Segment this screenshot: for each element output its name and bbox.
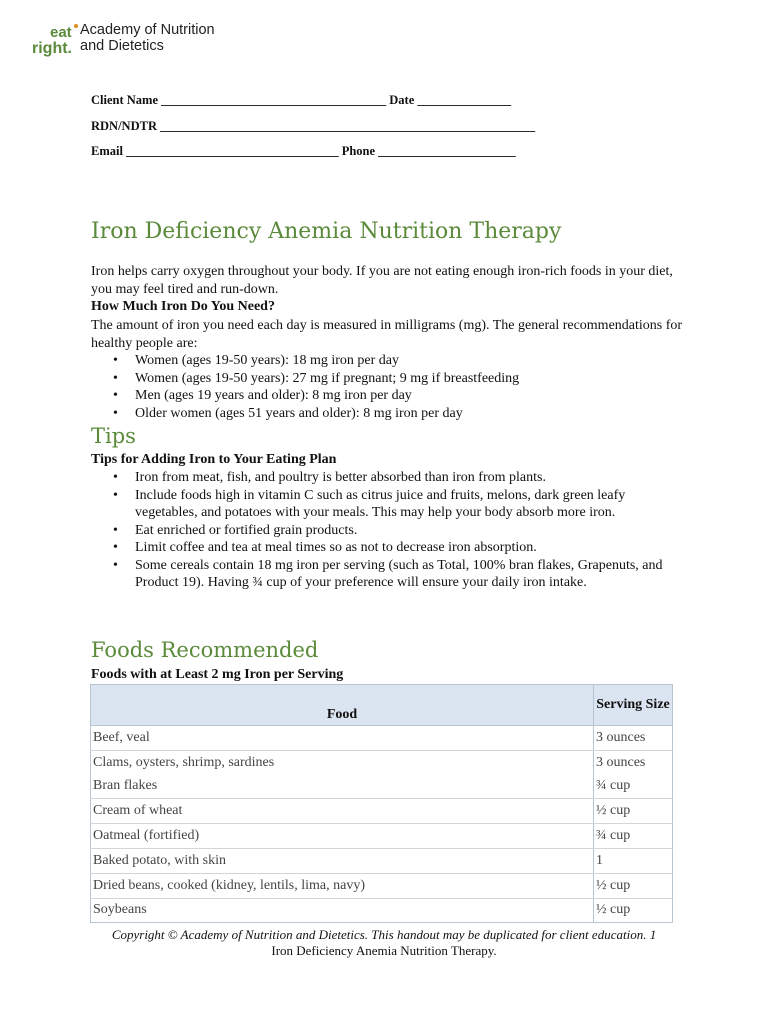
rdn-ndtr-line[interactable]: RDN/NDTR ____________________________________________________________ <box>91 119 536 133</box>
table-row <box>91 824 673 849</box>
list-item: • Some cereals contain 18 mg iron per serving (such as Total, 100% bran flakes, Grapenuts, and Product 19). Having ¾ cup of your preference will ensure your daily iron intake. <box>91 557 691 592</box>
email-phone-line[interactable]: Email __________________________________ Phone ______________________ <box>91 144 516 158</box>
how-much-heading: How Much Iron Do You Need? <box>91 299 275 314</box>
serving-cell: ½ cup <box>594 898 673 923</box>
logo-mark-top: eat <box>50 24 72 41</box>
page-footer <box>40 927 728 959</box>
food-cell: Bran flakes <box>91 775 594 799</box>
foods-table <box>90 684 673 923</box>
table-row <box>91 775 673 799</box>
food-cell: Oatmeal (fortified) <box>91 824 594 849</box>
food-cell: Soybeans <box>91 898 594 923</box>
logo-accent-dot <box>74 24 78 28</box>
list-item: • Include foods high in vitamin C such as citrus juice and fruits, melons, dark green leafy vegetables, and potatoes with your meals. This may help your body absorb more iron. <box>91 487 691 522</box>
serving-cell: ¾ cup <box>594 824 673 849</box>
tips-subheading: Tips for Adding Iron to Your Eating Plan <box>91 452 337 467</box>
list-item: • Women (ages 19-50 years): 18 mg iron per day <box>91 352 691 370</box>
logo-mark-bottom: right. <box>32 40 72 57</box>
foods-subheading: Foods with at Least 2 mg Iron per Serving <box>91 667 344 682</box>
food-cell: Beef, veal <box>91 726 594 751</box>
serving-cell: ¾ cup <box>594 775 673 799</box>
academy-logo <box>32 20 232 60</box>
intro-paragraph: Iron helps carry oxygen throughout your body. If you are not eating enough iron-rich foods in your diet, you may feel tired and run-down. <box>91 264 673 297</box>
list-item: • Eat enriched or fortified grain products. <box>91 522 691 540</box>
foods-heading: Foods Recommended <box>91 638 319 662</box>
logo-org-name <box>80 22 215 54</box>
table-row <box>91 799 673 824</box>
list-item: • Women (ages 19-50 years): 27 mg if pregnant; 9 mg if breastfeeding <box>91 370 691 388</box>
table-row <box>91 848 673 873</box>
list-item: • Limit coffee and tea at meal times so as not to decrease iron absorption. <box>91 539 691 557</box>
recommendations-list <box>91 352 691 422</box>
tips-heading: Tips <box>91 424 136 448</box>
column-header-food: Food <box>91 685 594 726</box>
table-row <box>91 898 673 923</box>
food-cell: Baked potato, with skin <box>91 848 594 873</box>
serving-cell: ½ cup <box>594 873 673 898</box>
serving-cell: ½ cup <box>594 799 673 824</box>
table-row <box>91 873 673 898</box>
serving-cell: 3 ounces <box>594 726 673 751</box>
footer-copyright: Copyright © Academy of Nutrition and Dietetics. This handout may be duplicated for client education. 1 <box>111 927 657 942</box>
list-item: • Iron from meat, fish, and poultry is better absorbed than iron from plants. <box>91 469 691 487</box>
list-item: • Men (ages 19 years and older): 8 mg iron per day <box>91 387 691 405</box>
food-cell: Cream of wheat <box>91 799 594 824</box>
tips-list <box>91 469 691 592</box>
footer-doc-title: Iron Deficiency Anemia Nutrition Therapy. <box>271 943 497 958</box>
food-cell: Dried beans, cooked (kidney, lentils, lima, navy) <box>91 873 594 898</box>
logo-org-line1: Academy of Nutrition <box>80 22 215 38</box>
eat-right-logo-mark <box>32 20 78 58</box>
client-name-date-line[interactable]: Client Name ____________________________________ Date _______________ <box>91 93 512 107</box>
table-row <box>91 726 673 751</box>
table-row <box>91 750 673 774</box>
logo-org-line2: and Dietetics <box>80 38 164 54</box>
page-title: Iron Deficiency Anemia Nutrition Therapy <box>91 219 562 244</box>
table-header-row <box>91 685 673 726</box>
column-header-serving-size: Serving Size <box>594 685 673 726</box>
list-item: • Older women (ages 51 years and older): 8 mg iron per day <box>91 405 691 423</box>
food-cell: Clams, oysters, shrimp, sardines <box>91 750 594 774</box>
how-much-paragraph: The amount of iron you need each day is measured in milligrams (mg). The general recommendations for healthy people are: <box>91 318 683 351</box>
serving-cell: 3 ounces <box>594 750 673 774</box>
serving-cell: 1 <box>594 848 673 873</box>
